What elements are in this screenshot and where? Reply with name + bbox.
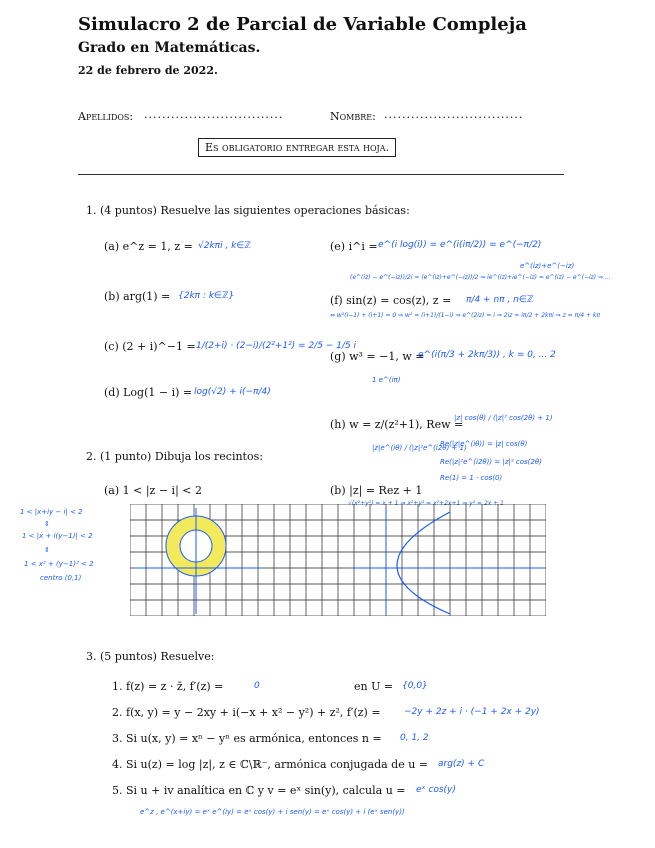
q3-item-2-answer: −2y + 2z + i · (−1 + 2x + 2y) <box>404 707 540 717</box>
q3-item-3-text: 3. Si u(x, y) = xⁿ − yⁿ es armónica, entonces n = <box>112 732 382 745</box>
page-title: Simulacro 2 de Parcial de Variable Compleja <box>78 14 527 35</box>
recintos-grid <box>130 504 546 616</box>
q3-item-1-answer: 0 <box>254 681 260 691</box>
nombre-label: Nombre: <box>330 110 376 123</box>
q1h-label: (h) w = z/(z²+1), Rew = <box>330 418 464 431</box>
q1f-label: (f) sin(z) = cos(z), z = <box>330 294 452 307</box>
q3-item-4-text: 4. Si u(z) = log |z|, z ∈ ℂ\ℝ⁻, armónica conjugada de u = <box>112 758 429 771</box>
q1f-work-2: ⇔ w²(i−1) + (i+1) = 0 ⇒ w² = (i+1)/(1−i) ⇒ e^(2iz) = i ⇒ 2iz = iπ/2 + 2kπi ⇒ z = π/4 + kπ <box>330 312 600 319</box>
nombre-field[interactable]: ............................... <box>384 108 524 121</box>
q3-heading: 3. (5 puntos) Resuelve: <box>86 650 215 663</box>
q3-work: e^z , e^(x+iy) = eˣ e^(iy) = eˣ cos(y) + i sen(y) = eˣ cos(y) + i (eˣ sen(y)) <box>140 808 405 816</box>
apellidos-label: Apellidos: <box>78 110 134 123</box>
q3-item-5-answer: eˣ cos(y) <box>416 785 456 795</box>
q3-item-2-text: 2. f(x, y) = y − 2xy + i(−x + x² − y²) + z², f′(z) = <box>112 706 381 719</box>
q3-item-3-answer: 0, 1, 2 <box>400 733 429 743</box>
q1f-work-top: e^(iz)+e^(−iz) <box>520 262 575 270</box>
page-subtitle: Grado en Matemáticas. <box>78 40 261 56</box>
apellidos-field[interactable]: ............................... <box>144 108 284 121</box>
q3-item-1-extra-answer: {0,0} <box>402 681 428 691</box>
q1h-work-1: |z|e^(iθ) / (|z|²e^(i2θ) + 1) <box>372 444 467 452</box>
q1f-work-1: (e^(iz) − e^(−iz))/2i = (e^(iz)+e^(−iz))/2 ⇒ ie^(iz)+ie^(−iz) = e^(iz) − e^(−iz) ⇒ ... <box>350 274 611 281</box>
q1g-work: 1 e^(iπ) <box>372 376 401 384</box>
q1a-label: (a) e^z = 1, z = <box>104 240 193 253</box>
q1h-work-2: Re(|z|e^(iθ)) = |z| cos(θ) <box>440 440 528 448</box>
q1g-answer: e^(i(π/3 + 2kπ/3)) , k = 0, ... 2 <box>418 350 556 360</box>
q1c-label: (c) (2 + i)^−1 = <box>104 340 196 353</box>
q2-heading: 2. (1 punto) Dibuja los recintos: <box>86 450 263 463</box>
parabola-curve <box>397 512 450 614</box>
exam-date: 22 de febrero de 2022. <box>78 64 218 77</box>
q1g-label: (g) w³ = −1, w = <box>330 350 425 363</box>
q1d-answer: log(√2) + i(−π/4) <box>194 387 271 397</box>
q2b-label: (b) |z| = Rez + 1 <box>330 484 423 497</box>
header-divider <box>78 174 564 175</box>
q2b-work: √(x²+y²) = x + 1 ⇒ x²+y² = x²+2x+1 ⇒ y² = 2x + 1 <box>348 500 504 507</box>
q2a-work-3: 1 < |x + i(y−1)| < 2 <box>22 532 93 540</box>
q1d-label: (d) Log(1 − i) = <box>104 386 193 399</box>
q1e-answer: e^(i log(i)) = e^(i(iπ/2)) = e^(−π/2) <box>378 240 542 250</box>
q2a-label: (a) 1 < |z − i| < 2 <box>104 484 202 497</box>
q1c-answer: 1/(2+i) · (2−i)/(2²+1²) = 2/5 − 1/5 i <box>196 341 357 351</box>
q3-item-4-answer: arg(z) + C <box>438 759 485 769</box>
q3-item-1-extra-label: en U = <box>354 680 394 693</box>
q1e-label: (e) i^i = <box>330 240 378 253</box>
q2a-work-2: ⇕ <box>44 520 50 528</box>
q1h-work-4: Re(1) = 1 · cos(0) <box>440 474 503 482</box>
mandatory-notice: Es obligatorio entregar esta hoja. <box>198 138 396 157</box>
q3-item-1-text: 1. f(z) = z · z̄, f′(z) = <box>112 680 224 693</box>
q1b-answer: {2kπ : k∈ℤ} <box>178 291 235 301</box>
q3-item-5-text: 5. Si u + iv analítica en ℂ y v = eˣ sin(y), calcula u = <box>112 784 406 797</box>
q1f-answer: π/4 + nπ , n∈ℤ <box>466 295 534 305</box>
q1a-answer: √2kπi , k∈ℤ <box>198 241 251 251</box>
q2a-work-5: 1 < x² + (y−1)² < 2 <box>24 560 94 568</box>
q1h-answer: |z| cos(θ) / (|z|² cos(2θ) + 1) <box>454 414 553 422</box>
q2a-work-1: 1 < |x+iy − i| < 2 <box>20 508 83 516</box>
q1b-label: (b) arg(1) = <box>104 290 171 303</box>
q2a-work-6: centro (0,1) <box>40 574 82 582</box>
q1h-work-3: Re(|z|²e^(i2θ)) = |z|² cos(2θ) <box>440 458 542 466</box>
q1-heading: 1. (4 puntos) Resuelve las siguientes operaciones básicas: <box>86 204 410 217</box>
q2a-work-4: ⇕ <box>44 546 50 554</box>
